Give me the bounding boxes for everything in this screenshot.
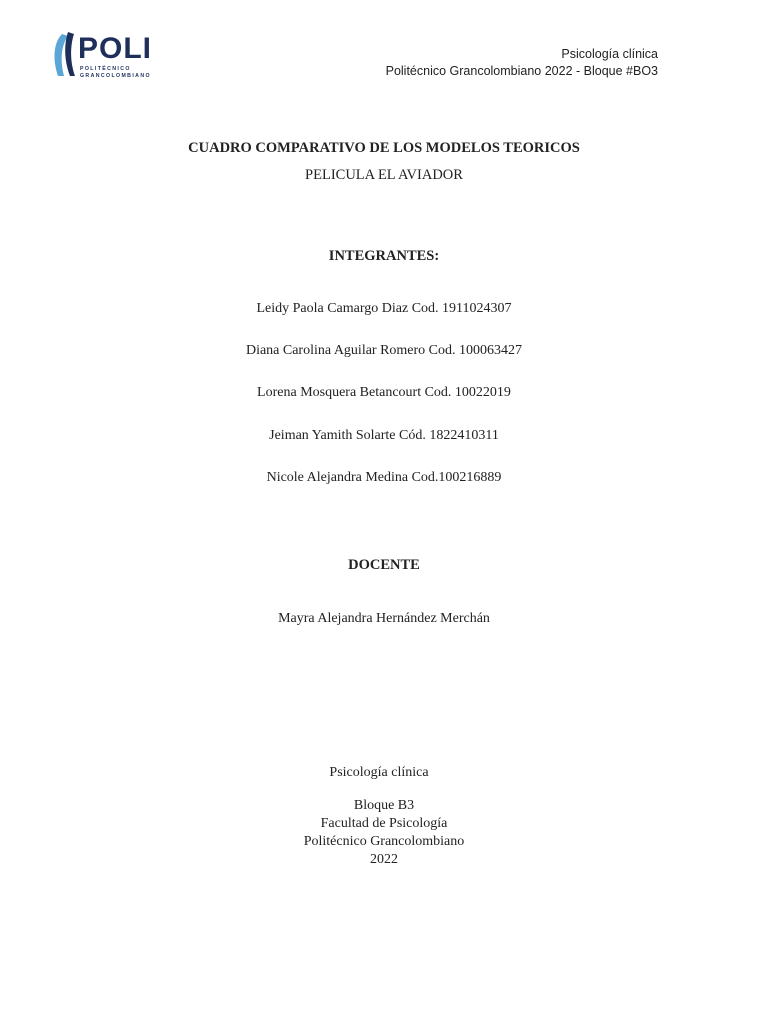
member-line: Diana Carolina Aguilar Romero Cod. 100063427 — [245, 343, 523, 358]
member-line: Lorena Mosquera Betancourt Cod. 10022019 — [257, 385, 511, 400]
document-subtitle: PELICULA EL AVIADOR — [305, 167, 463, 183]
footer-line: Facultad de Psicología — [320, 816, 448, 831]
logo-subtitle-line2: GRANCOLOMBIANO — [80, 73, 151, 79]
footer-line: 2022 — [370, 852, 398, 867]
header-institution: Politécnico Grancolombiano 2022 - Bloque #BO3 — [385, 64, 658, 78]
member-line: Jeiman Yamith Solarte Cód. 1822410311 — [269, 428, 499, 443]
logo-wordmark: POLI — [78, 32, 153, 65]
docente-name: Mayra Alejandra Hernández Merchán — [278, 611, 490, 626]
member-line: Nicole Alejandra Medina Cod.100216889 — [266, 470, 502, 485]
header-course: Psicología clínica — [561, 47, 658, 61]
footer-line: Politécnico Grancolombiano — [303, 834, 465, 849]
footer-course: Psicología clínica — [329, 765, 429, 780]
integrantes-heading: INTEGRANTES: — [328, 248, 440, 264]
document-title: CUADRO COMPARATIVO DE LOS MODELOS TEORICOS — [188, 140, 580, 156]
logo-subtitle-line1: POLITÉCNICO — [80, 66, 131, 72]
page-header — [386, 46, 658, 80]
footer-line: Bloque B3 — [353, 798, 415, 813]
member-line: Leidy Paola Camargo Diaz Cod. 1911024307 — [256, 301, 512, 316]
docente-heading: DOCENTE — [348, 557, 420, 573]
footer-block — [0, 797, 768, 869]
